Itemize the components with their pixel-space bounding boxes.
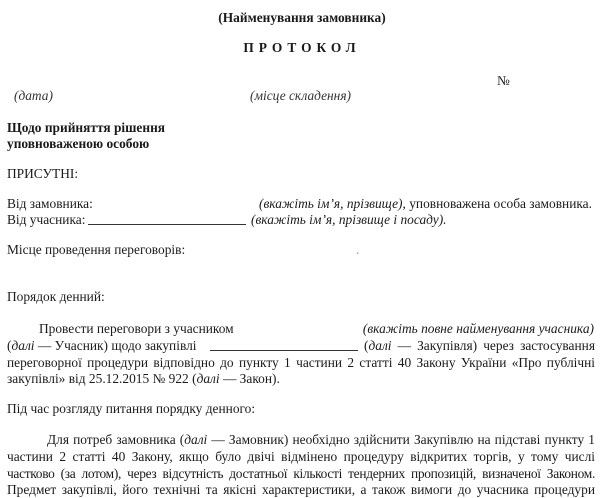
participant-representative-label: Від учасника: <box>7 212 86 227</box>
discussion-line-2: частини 2 статті 40 Закону, якщо було двічі відмінено процедуру відкритих торгів, у тому числі <box>7 449 595 464</box>
customer-representative-hint: (вкажіть ім’я, прізвище) <box>259 196 403 211</box>
dali-label: далі <box>184 432 208 447</box>
date-placeholder: (дата) <box>14 88 53 103</box>
discussion-line-1 <box>47 432 595 448</box>
customer-representative-suffix: , уповноважена особа замовника. <box>402 196 592 211</box>
participant-full-name-hint: (вкажіть повне найменування учасника) <box>362 321 594 336</box>
participant-representative-field[interactable] <box>88 212 246 229</box>
agenda-line-2-end-text: — Закупівля) через застосування <box>391 338 595 353</box>
agenda-label: Порядок денний: <box>7 289 105 304</box>
subject-line-2: уповноваженою особою <box>7 136 150 151</box>
agenda-line-4-text: закупівлі» від 25.12.2015 № 922 ( <box>7 371 197 386</box>
customer-representative-label: Від замовника: <box>7 196 93 211</box>
customer-name-placeholder: (Найменування замовника) <box>218 10 386 25</box>
discussion-line-3: частково (за лотом), через відсутність достатньої кількості тендерних пропозицій, визначеної Законом. <box>7 466 595 481</box>
dali-label: далі <box>368 338 392 353</box>
agenda-line-4-end: — Закон). <box>219 371 280 386</box>
subject-line-1: Щодо прийняття рішення <box>7 120 166 135</box>
agenda-line-1-text: Провести переговори з учасником <box>39 321 234 336</box>
present-label: ПРИСУТНІ: <box>7 166 79 181</box>
agenda-line-3: переговорної процедури відповідно до пункту 1 частини 2 статті 40 Закону України «Про публічні <box>7 355 595 370</box>
procurement-subject-field[interactable] <box>210 338 358 355</box>
agenda-line-2-text: — Учасник) щодо закупівлі <box>34 338 197 353</box>
discussion-line-4: Предмет закупівлі, його технічні та якісні характеристики, а також вимоги до учасника процедури <box>7 482 595 497</box>
participant-name-blank[interactable] <box>88 212 246 225</box>
agenda-line-2-end: (далі — Закупівля) через застосування <box>364 338 595 353</box>
protocol-number-sign: № <box>497 73 510 88</box>
dali-label: далі <box>196 371 220 386</box>
procurement-subject-blank[interactable] <box>210 338 358 351</box>
customer-representative-line <box>259 196 592 212</box>
venue-label: Місце проведення переговорів: <box>7 242 186 257</box>
discussion-line-1-end: — Замовник) необхідно здійснити Закупівлю на підставі пункту 1 <box>207 432 595 447</box>
document-title: ПРОТОКОЛ <box>243 40 361 55</box>
place-placeholder: (місце складення) <box>250 88 352 103</box>
discussion-label: Під час розгляду питання порядку денного: <box>7 401 256 416</box>
discussion-line-1-start: Для потреб замовника ( <box>47 432 185 447</box>
participant-representative-hint: (вкажіть ім’я, прізвище і посаду). <box>251 212 447 227</box>
agenda-line-2-start: (далі — Учасник) щодо закупівлі <box>7 338 197 353</box>
venue-value: . <box>356 242 360 257</box>
dali-label: далі <box>11 338 35 353</box>
agenda-line-4 <box>7 371 280 387</box>
